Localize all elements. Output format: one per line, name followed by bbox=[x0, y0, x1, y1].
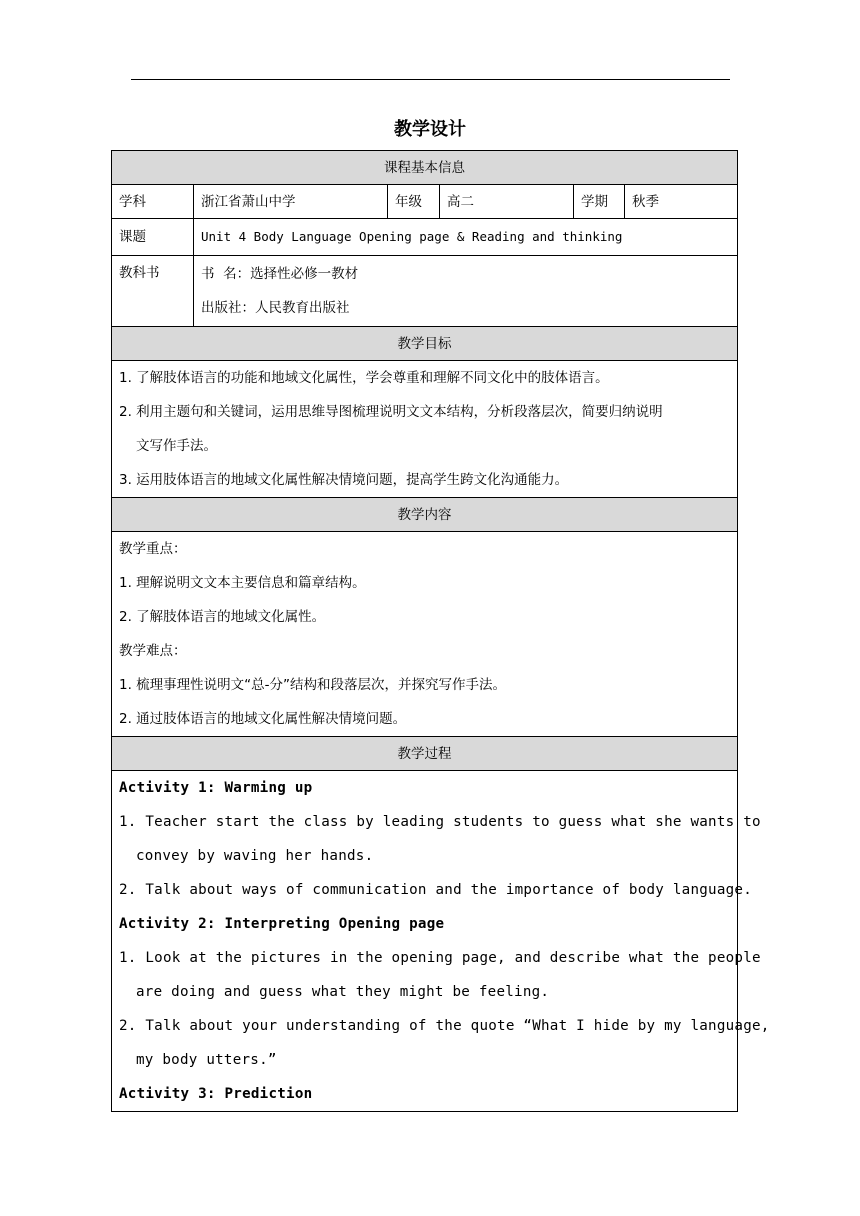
basic-info-header-row bbox=[112, 151, 738, 185]
objective-item-continuation: 文写作手法。 bbox=[136, 438, 217, 454]
key-point-item: 1. 理解说明文文本主要信息和篇章结构。 bbox=[119, 575, 366, 591]
grade-label: 年级 bbox=[388, 185, 440, 219]
activity-1-title: Activity 1: Warming up bbox=[119, 780, 313, 796]
objectives-header-row bbox=[112, 327, 738, 361]
process-header: 教学过程 bbox=[112, 737, 738, 771]
textbook-row bbox=[112, 256, 738, 327]
objectives-row bbox=[112, 361, 738, 498]
objective-item: 2. 利用主题句和关键词，运用思维导图梳理说明文文本结构，分析段落层次，简要归纳说明 bbox=[119, 404, 663, 420]
term-value: 秋季 bbox=[625, 185, 738, 219]
content-row bbox=[112, 532, 738, 737]
book-name-line: 书 名：选择性必修一教材 bbox=[201, 266, 359, 282]
activity-3-title: Activity 3: Prediction bbox=[119, 1086, 313, 1102]
subject-value: 浙江省萧山中学 bbox=[194, 185, 388, 219]
objective-item: 1. 了解肢体语言的功能和地域文化属性，学会尊重和理解不同文化中的肢体语言。 bbox=[119, 370, 609, 386]
activity-line: 2. Talk about ways of communication and the importance of body language. bbox=[119, 882, 752, 898]
basic-info-header: 课程基本信息 bbox=[112, 151, 738, 185]
grade-value: 高二 bbox=[440, 185, 574, 219]
activity-line: 1. Teacher start the class by leading students to guess what she wants to bbox=[119, 814, 761, 830]
process-body bbox=[112, 771, 770, 1112]
activity-line-continuation: are doing and guess what they might be feeling. bbox=[136, 984, 550, 1000]
objectives-header: 教学目标 bbox=[112, 327, 738, 361]
activity-line: 1. Look at the pictures in the opening page, and describe what the people bbox=[119, 950, 761, 966]
lesson-plan-table bbox=[111, 150, 770, 1112]
document-title: 教学设计 bbox=[394, 119, 466, 140]
topic-value: Unit 4 Body Language Opening page & Reading and thinking bbox=[194, 219, 738, 256]
objectives-body bbox=[112, 361, 738, 498]
content-header: 教学内容 bbox=[112, 498, 738, 532]
key-point-item: 2. 了解肢体语言的地域文化属性。 bbox=[119, 609, 326, 625]
content-header-row bbox=[112, 498, 738, 532]
subject-row bbox=[112, 185, 738, 219]
activity-line: 2. Talk about your understanding of the quote “What I hide by my language, bbox=[119, 1018, 770, 1034]
term-label: 学期 bbox=[574, 185, 625, 219]
process-row bbox=[112, 771, 738, 1112]
topic-row bbox=[112, 219, 738, 256]
subject-label: 学科 bbox=[112, 185, 194, 219]
textbook-label: 教科书 bbox=[112, 256, 194, 327]
objective-item: 3. 运用肢体语言的地域文化属性解决情境问题，提高学生跨文化沟通能力。 bbox=[119, 472, 569, 488]
header-rule bbox=[131, 79, 730, 80]
content-body bbox=[112, 532, 738, 737]
activity-line-continuation: convey by waving her hands. bbox=[136, 848, 374, 864]
difficult-point-item: 2. 通过肢体语言的地域文化属性解决情境问题。 bbox=[119, 711, 407, 727]
difficult-point-item: 1. 梳理事理性说明文“总-分”结构和段落层次，并探究写作手法。 bbox=[119, 677, 507, 693]
activity-2-title: Activity 2: Interpreting Opening page bbox=[119, 916, 445, 932]
key-points-label: 教学重点： bbox=[119, 541, 187, 557]
difficult-points-label: 教学难点： bbox=[119, 643, 187, 659]
textbook-value bbox=[194, 256, 738, 327]
activity-line-continuation: my body utters.” bbox=[136, 1052, 277, 1068]
process-header-row bbox=[112, 737, 738, 771]
publisher-line: 出版社：人民教育出版社 bbox=[201, 300, 350, 316]
topic-label: 课题 bbox=[112, 219, 194, 256]
